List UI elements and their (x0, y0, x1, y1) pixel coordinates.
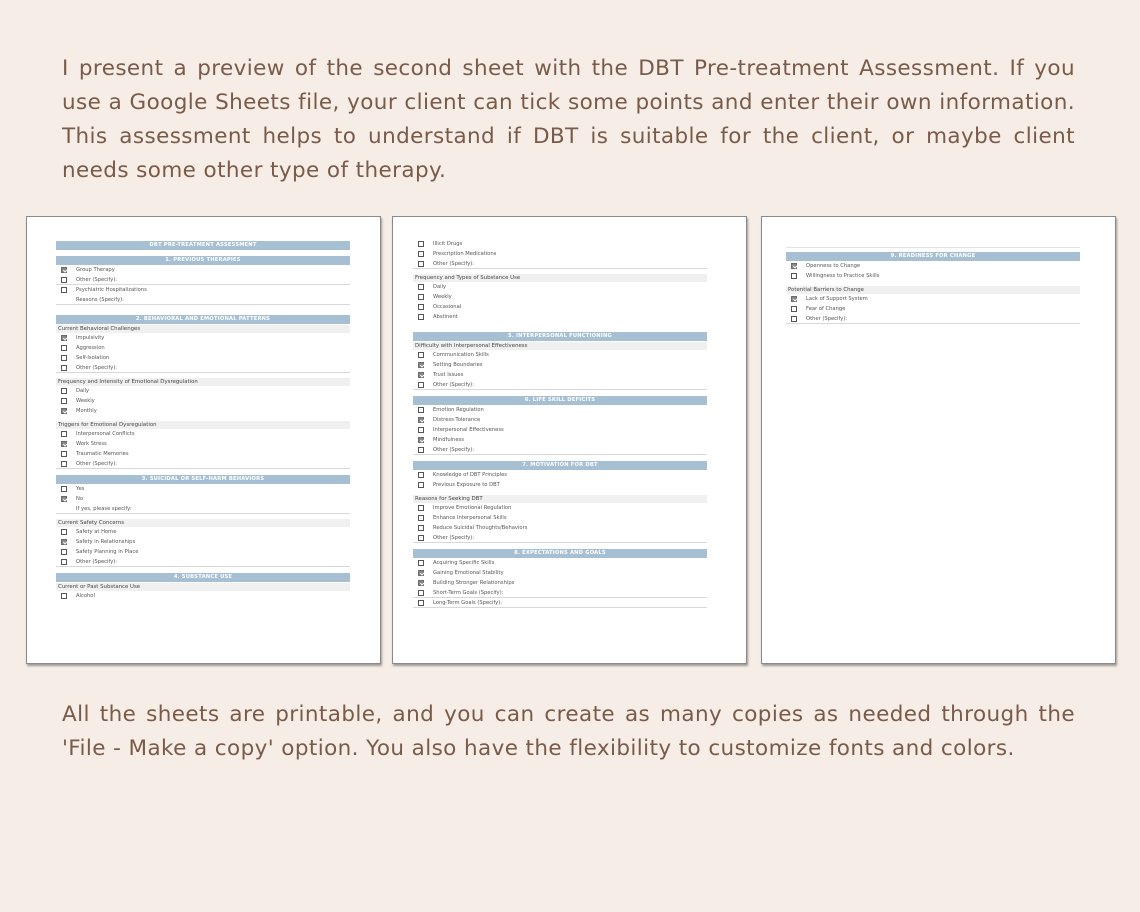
checkbox-label: Emotion Regulation (433, 407, 484, 413)
checkbox-label: Prescription Medications (433, 251, 497, 257)
checkbox-label: Impulsivity (76, 335, 105, 341)
checkbox-label: Aggression (76, 345, 105, 351)
checkbox-icon[interactable] (418, 284, 424, 290)
sheet-page-2 (392, 216, 747, 664)
checkbox-row[interactable] (56, 429, 350, 439)
checkbox-row[interactable] (56, 406, 350, 416)
checked-checkbox-icon[interactable] (418, 580, 424, 586)
checkbox-label: Openness to Change (806, 263, 861, 269)
checkbox-list (413, 405, 707, 455)
checkbox-row[interactable] (413, 513, 707, 523)
checkbox-icon[interactable] (61, 549, 67, 555)
checkbox-row[interactable] (56, 353, 350, 363)
checkbox-icon[interactable] (791, 306, 797, 312)
checkbox-list (413, 350, 707, 390)
checkbox-icon[interactable] (61, 461, 67, 467)
checkbox-label: Work Stress (76, 441, 107, 447)
subsection-label: Current Behavioral Challenges (56, 325, 350, 333)
checkbox-row[interactable] (413, 282, 707, 292)
checkbox-label: Improve Emotional Regulation (433, 505, 512, 511)
checkbox-icon[interactable] (61, 345, 67, 351)
checkbox-icon[interactable] (61, 398, 67, 404)
checkbox-label: Yes (76, 486, 85, 492)
subsection-label: Frequency and Types of Substance Use (413, 274, 707, 282)
checkbox-label: Other (Specify): (433, 447, 475, 453)
subsection-label: Current or Past Substance Use (56, 583, 350, 591)
checkbox-row[interactable] (413, 239, 707, 249)
checkbox-row[interactable] (413, 350, 707, 360)
checkbox-row[interactable] (413, 370, 707, 380)
checkbox-icon[interactable] (418, 352, 424, 358)
section-header-interpersonal: 5. INTERPERSONAL FUNCTIONING (413, 332, 707, 341)
checkbox-icon[interactable] (418, 427, 424, 433)
checkbox-label: Other (Specify): (433, 261, 475, 267)
checkbox-row[interactable] (56, 537, 350, 547)
checkbox-label: No (76, 496, 84, 502)
checkbox-label: Knowledge of DBT Principles (433, 472, 508, 478)
subsection-label: Frequency and Intensity of Emotional Dysregulation (56, 378, 350, 386)
checkbox-icon[interactable] (61, 388, 67, 394)
checkbox-label: Safety at Home (76, 529, 117, 535)
checked-checkbox-icon[interactable] (418, 437, 424, 443)
checkbox-icon[interactable] (418, 482, 424, 488)
checkbox-label: Interpersonal Effectiveness (433, 427, 504, 433)
checkbox-row[interactable] (56, 396, 350, 406)
checkbox-list (56, 386, 350, 416)
checkbox-row[interactable] (413, 480, 707, 490)
checked-checkbox-icon[interactable] (61, 539, 67, 545)
checkbox-label: Other (Specify): (806, 316, 848, 322)
checkbox-icon[interactable] (61, 559, 67, 565)
checkbox-icon[interactable] (61, 529, 67, 535)
checkbox-label: Lack of Support System (806, 296, 868, 302)
checkbox-row[interactable] (56, 285, 350, 295)
checkbox-icon[interactable] (418, 314, 424, 320)
checkbox-list (56, 265, 350, 295)
checkbox-label: Group Therapy (76, 267, 115, 273)
checkbox-label: Fear of Change (806, 306, 846, 312)
section-header-life-skills: 6. LIFE SKILL DEFICITS (413, 396, 707, 405)
checkbox-label: Other (Specify): (433, 535, 475, 541)
section-header-motivation: 7. MOTIVATION FOR DBT (413, 461, 707, 470)
checkbox-row[interactable] (413, 415, 707, 425)
checkbox-row[interactable] (56, 494, 350, 504)
checked-checkbox-icon[interactable] (418, 372, 424, 378)
checkbox-icon[interactable] (791, 273, 797, 279)
checkbox-row[interactable] (56, 449, 350, 459)
checkbox-label: Other (Specify): (76, 559, 118, 565)
section-header-suicidal-behaviors: 3. SUICIDAL OR SELF-HARM BEHAVIORS (56, 475, 350, 484)
checked-checkbox-icon[interactable] (791, 263, 797, 269)
checkbox-row[interactable] (786, 261, 1080, 271)
checkbox-list (413, 282, 707, 322)
checked-checkbox-icon[interactable] (418, 417, 424, 423)
checkbox-label: Setting Boundaries (433, 362, 483, 368)
checkbox-label: Distress Tolerance (433, 417, 481, 423)
checkbox-label: Long-Term Goals (Specify): (433, 600, 503, 606)
checkbox-label: Previous Exposure to DBT (433, 482, 500, 488)
checkbox-icon[interactable] (418, 560, 424, 566)
checkbox-row[interactable] (413, 435, 707, 445)
checkbox-label: Short-Term Goals (Specify): (433, 590, 504, 596)
checkbox-label: Illicit Drugs (433, 241, 463, 247)
checkbox-label: Mindfulness (433, 437, 464, 443)
section-header-substance-use: 4. SUBSTANCE USE (56, 573, 350, 582)
checkbox-icon[interactable] (418, 525, 424, 531)
section-header-readiness: 9. READINESS FOR CHANGE (786, 252, 1080, 261)
checkbox-row[interactable] (413, 360, 707, 370)
checkbox-row[interactable] (786, 271, 1080, 281)
checkbox-list (786, 294, 1080, 324)
sheet-page-3 (761, 216, 1116, 664)
checkbox-label: Interpersonal Conflicts (76, 431, 135, 437)
checked-checkbox-icon[interactable] (61, 335, 67, 341)
checkbox-row[interactable] (413, 259, 707, 269)
checkbox-row[interactable] (56, 265, 350, 275)
checkbox-row[interactable] (413, 470, 707, 480)
checkbox-icon[interactable] (418, 251, 424, 257)
checkbox-row[interactable] (56, 547, 350, 557)
checkbox-label: Reduce Suicidal Thoughts/Behaviors (433, 525, 528, 531)
checked-checkbox-icon[interactable] (61, 496, 67, 502)
checkbox-icon[interactable] (418, 535, 424, 541)
checkbox-label: Acquiring Specific Skills (433, 560, 495, 566)
checkbox-row[interactable] (413, 578, 707, 588)
section-header-expectations: 8. EXPECTATIONS AND GOALS (413, 549, 707, 558)
sheet-title: DBT PRE-TREATMENT ASSESSMENT (56, 241, 350, 250)
checkbox-label: Weekly (433, 294, 452, 300)
checkbox-label: Building Stronger Relationships (433, 580, 515, 586)
checkbox-icon[interactable] (61, 431, 67, 437)
sheet-page-1 (26, 216, 381, 664)
checkbox-list (56, 333, 350, 373)
checkbox-row[interactable] (413, 523, 707, 533)
checked-checkbox-icon[interactable] (61, 441, 67, 447)
section-header-previous-therapies: 1. PREVIOUS THERAPIES (56, 256, 350, 265)
checkbox-list (413, 470, 707, 490)
checkbox-row[interactable] (56, 484, 350, 494)
checkbox-row[interactable] (56, 591, 350, 601)
checked-checkbox-icon[interactable] (418, 570, 424, 576)
specify-field[interactable]: If yes, please specify: (56, 504, 350, 514)
checkbox-list (413, 558, 707, 608)
checkbox-label: Safety Planning in Place (76, 549, 139, 555)
checkbox-label: Abstinent (433, 314, 458, 320)
checkbox-icon[interactable] (418, 590, 424, 596)
checkbox-row[interactable] (56, 333, 350, 343)
checkbox-icon[interactable] (791, 316, 797, 322)
checkbox-row[interactable] (413, 445, 707, 455)
checkbox-row[interactable] (413, 568, 707, 578)
checkbox-label: Trust Issues (433, 372, 464, 378)
checkbox-label: Self-Isolation (76, 355, 110, 361)
checkbox-row[interactable] (56, 275, 350, 285)
checkbox-row[interactable] (56, 363, 350, 373)
checkbox-label: Psychiatric Hospitalizations (76, 287, 147, 293)
checkbox-list (56, 591, 350, 601)
outro-paragraph: All the sheets are printable, and you can create as many copies as needed through the 'File - Make a copy' option. You also have the flexibility to customize fonts and colors. (62, 702, 1075, 761)
checkbox-label: Willingness to Practice Skills (806, 273, 880, 279)
checkbox-row[interactable] (413, 312, 707, 322)
checkbox-row[interactable] (56, 557, 350, 567)
checkbox-row[interactable] (56, 527, 350, 537)
checkbox-list (56, 484, 350, 504)
checkbox-row[interactable] (413, 533, 707, 543)
checkbox-row[interactable] (413, 425, 707, 435)
checkbox-label: Other (Specify): (76, 277, 118, 283)
subsection-label: Current Safety Concerns (56, 519, 350, 527)
checkbox-label: Gaining Emotional Stability (433, 570, 504, 576)
checked-checkbox-icon[interactable] (791, 296, 797, 302)
reasons-field[interactable]: Reasons (Specify): (56, 295, 350, 305)
checkbox-icon[interactable] (418, 505, 424, 511)
checkbox-row[interactable] (56, 343, 350, 353)
checkbox-icon[interactable] (61, 486, 67, 492)
checkbox-label: Other (Specify): (433, 382, 475, 388)
checkbox-label: Other (Specify): (76, 461, 118, 467)
checkbox-row[interactable] (413, 380, 707, 390)
checkbox-label: Traumatic Memories (76, 451, 129, 457)
checkbox-label: Safety in Relationships (76, 539, 136, 545)
checkbox-row[interactable] (56, 439, 350, 449)
checkbox-label: Enhance Interpersonal Skills (433, 515, 507, 521)
checkbox-icon[interactable] (418, 447, 424, 453)
checkbox-list (56, 429, 350, 469)
checkbox-icon[interactable] (418, 600, 424, 606)
checkbox-list (413, 239, 707, 269)
section-header-behavioral-patterns: 2. BEHAVIORAL AND EMOTIONAL PATTERNS (56, 315, 350, 324)
checkbox-row[interactable] (413, 405, 707, 415)
divider (786, 241, 1080, 248)
checkbox-row[interactable] (56, 459, 350, 469)
checkbox-icon[interactable] (418, 294, 424, 300)
checkbox-label: Alcohol (76, 593, 95, 599)
checkbox-icon[interactable] (418, 241, 424, 247)
checkbox-row[interactable] (413, 302, 707, 312)
subsection-label: Difficulty with Interpersonal Effectiveness (413, 342, 707, 350)
checkbox-label: Other (Specify): (76, 365, 118, 371)
checkbox-icon[interactable] (61, 451, 67, 457)
checkbox-row[interactable] (786, 304, 1080, 314)
checkbox-list (56, 527, 350, 567)
checkbox-row[interactable] (413, 249, 707, 259)
checkbox-icon[interactable] (418, 472, 424, 478)
checkbox-icon[interactable] (418, 304, 424, 310)
checkbox-icon[interactable] (61, 277, 67, 283)
subsection-label: Reasons for Seeking DBT (413, 495, 707, 503)
checkbox-icon[interactable] (61, 287, 67, 293)
checkbox-icon[interactable] (61, 365, 67, 371)
checkbox-label: Monthly (76, 408, 97, 414)
checkbox-row[interactable] (413, 598, 707, 608)
checked-checkbox-icon[interactable] (418, 362, 424, 368)
checked-checkbox-icon[interactable] (61, 267, 67, 273)
intro-paragraph: I present a preview of the second sheet with the DBT Pre-treatment Assessment. If you use a Google Sheets file, your client can tick some points and enter their own information. This assessment helps to understand if DBT is suitable for the client, or maybe client needs some other type of therapy. (62, 56, 1075, 183)
checkbox-icon[interactable] (418, 261, 424, 267)
checkbox-label: Daily (76, 388, 90, 394)
subsection-label: Triggers for Emotional Dysregulation (56, 421, 350, 429)
checkbox-label: Daily (433, 284, 447, 290)
checkbox-row[interactable] (786, 314, 1080, 324)
subsection-label: Potential Barriers to Change (786, 286, 1080, 294)
checked-checkbox-icon[interactable] (61, 408, 67, 414)
checkbox-icon[interactable] (418, 382, 424, 388)
checkbox-row[interactable] (56, 386, 350, 396)
checkbox-label: Weekly (76, 398, 95, 404)
checkbox-row[interactable] (413, 558, 707, 568)
checkbox-row[interactable] (413, 588, 707, 598)
checkbox-icon[interactable] (418, 407, 424, 413)
checkbox-icon[interactable] (61, 355, 67, 361)
checkbox-list (413, 503, 707, 543)
checkbox-label: Occasional (433, 304, 462, 310)
checkbox-list (786, 261, 1080, 281)
checkbox-icon[interactable] (61, 593, 67, 599)
checkbox-label: Communication Skills (433, 352, 489, 358)
checkbox-row[interactable] (786, 294, 1080, 304)
checkbox-icon[interactable] (418, 515, 424, 521)
checkbox-row[interactable] (413, 503, 707, 513)
checkbox-row[interactable] (413, 292, 707, 302)
